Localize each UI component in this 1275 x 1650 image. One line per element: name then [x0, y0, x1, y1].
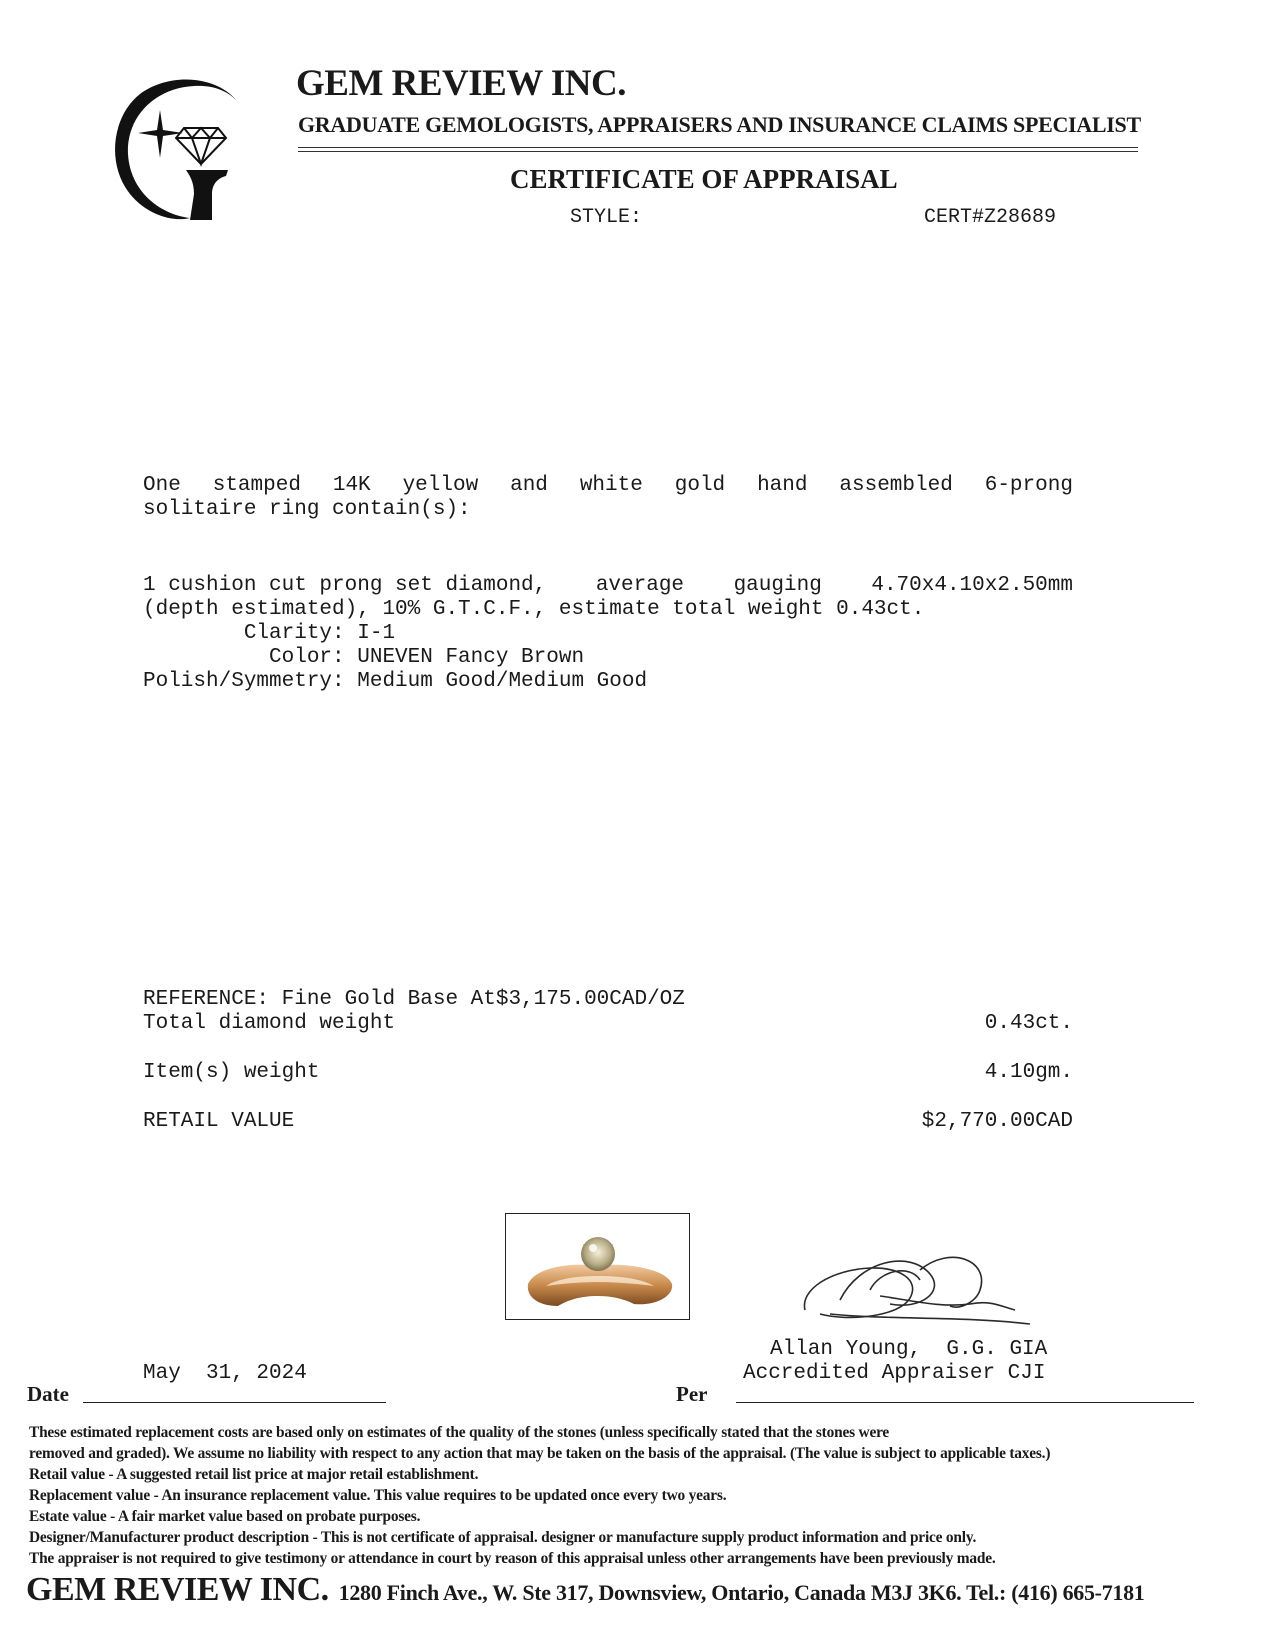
stone-word: gauging — [733, 574, 822, 597]
description-word: One — [143, 474, 181, 497]
item-weight-label: Item(s) weight — [143, 1061, 320, 1084]
date-label: Date — [27, 1382, 69, 1406]
header-divider — [298, 147, 1138, 152]
footer-company-name: GEM REVIEW INC. — [26, 1571, 329, 1608]
retail-value-label: RETAIL VALUE — [143, 1110, 295, 1133]
disclaimer-block — [29, 1422, 1259, 1569]
ring-image — [506, 1214, 689, 1319]
gold-reference: REFERENCE: Fine Gold Base At$3,175.00CAD/OZ — [143, 988, 685, 1011]
appraiser-title: Accredited Appraiser CJI — [743, 1362, 1046, 1385]
appraiser-signature — [800, 1240, 1050, 1340]
retail-value-row — [143, 1110, 1073, 1133]
stone-line-1 — [143, 574, 1073, 598]
diamond-weight-row — [143, 1012, 1073, 1035]
description-word: 14K — [332, 474, 371, 497]
disclaimer-line: Retail value - A suggested retail list price at major retail establishment. — [29, 1466, 479, 1483]
stone-word: average — [595, 574, 685, 597]
disclaimer-line: Designer/Manufacturer product description - This is not certificate of appraisal. designer or manufacture supply product information and price only. — [29, 1529, 977, 1546]
item-description — [143, 474, 1073, 522]
diamond-weight-label: Total diamond weight — [143, 1012, 396, 1035]
description-word: stamped — [212, 474, 301, 497]
disclaimer-line: Estate value - A fair market value based on probate purposes. — [29, 1508, 421, 1525]
style-label: STYLE: — [570, 206, 643, 229]
description-word: and — [510, 474, 548, 497]
stone-details — [143, 574, 1073, 694]
description-line-2: solitaire ring contain(s): — [143, 498, 471, 521]
certificate-number: CERT#Z28689 — [924, 206, 1057, 229]
stone-line-2: (depth estimated), 10% G.T.C.F., estimate total weight 0.43ct. — [143, 598, 925, 621]
company-logo-icon — [108, 72, 248, 222]
description-line-1 — [143, 474, 1073, 498]
stone-color: Color: UNEVEN Fancy Brown — [143, 646, 585, 669]
per-signature-line — [736, 1402, 1194, 1403]
appraisal-date: May 31, 2024 — [143, 1362, 307, 1385]
footer — [26, 1571, 1145, 1609]
disclaimer-line: These estimated replacement costs are based only on estimates of the quality of the stones (unless specifically stated that the stones were — [29, 1424, 890, 1441]
per-label: Per — [676, 1382, 708, 1406]
description-word: gold — [674, 474, 726, 497]
stone-clarity: Clarity: I-1 — [143, 622, 396, 645]
company-tagline: GRADUATE GEMOLOGISTS, APPRAISERS AND INSURANCE CLAIMS SPECIALIST — [298, 112, 1141, 137]
disclaimer-line: The appraiser is not required to give testimony or attendance in court by reason of this appraisal unless other arrangements have been previously made. — [29, 1550, 996, 1567]
disclaimer-line: Replacement value - An insurance replacement value. This value requires to be updated once every two years. — [29, 1487, 727, 1504]
stone-polish-symmetry: Polish/Symmetry: Medium Good/Medium Good — [143, 670, 648, 693]
certificate-title: CERTIFICATE OF APPRAISAL — [510, 164, 898, 194]
disclaimer-line: removed and graded). We assume no liability with respect to any action that may be taken on the basis of the appraisal. (The value is subject to applicable taxes.) — [29, 1445, 1051, 1462]
stone-word: 1 cushion cut prong set diamond, — [143, 574, 547, 597]
footer-address: 1280 Finch Ave., W. Ste 317, Downsview, Ontario, Canada M3J 3K6. Tel.: (416) 665-7181 — [338, 1580, 1145, 1605]
description-word: yellow — [402, 474, 479, 497]
appraiser-name: Allan Young, G.G. GIA — [770, 1338, 1048, 1361]
description-word: hand — [757, 474, 808, 497]
date-signature-line — [83, 1402, 386, 1403]
diamond-weight-value: 0.43ct. — [984, 1012, 1073, 1035]
ring-photo — [505, 1213, 690, 1320]
item-weight-value: 4.10gm. — [984, 1061, 1073, 1084]
description-word: 6-prong — [984, 474, 1073, 497]
item-weight-row — [143, 1061, 1073, 1084]
retail-value-amount: $2,770.00CAD — [921, 1110, 1073, 1133]
description-word: white — [579, 474, 643, 497]
stone-word: 4.70x4.10x2.50mm — [871, 574, 1073, 597]
description-word: assembled — [839, 474, 953, 497]
company-name: GEM REVIEW INC. — [296, 63, 626, 104]
